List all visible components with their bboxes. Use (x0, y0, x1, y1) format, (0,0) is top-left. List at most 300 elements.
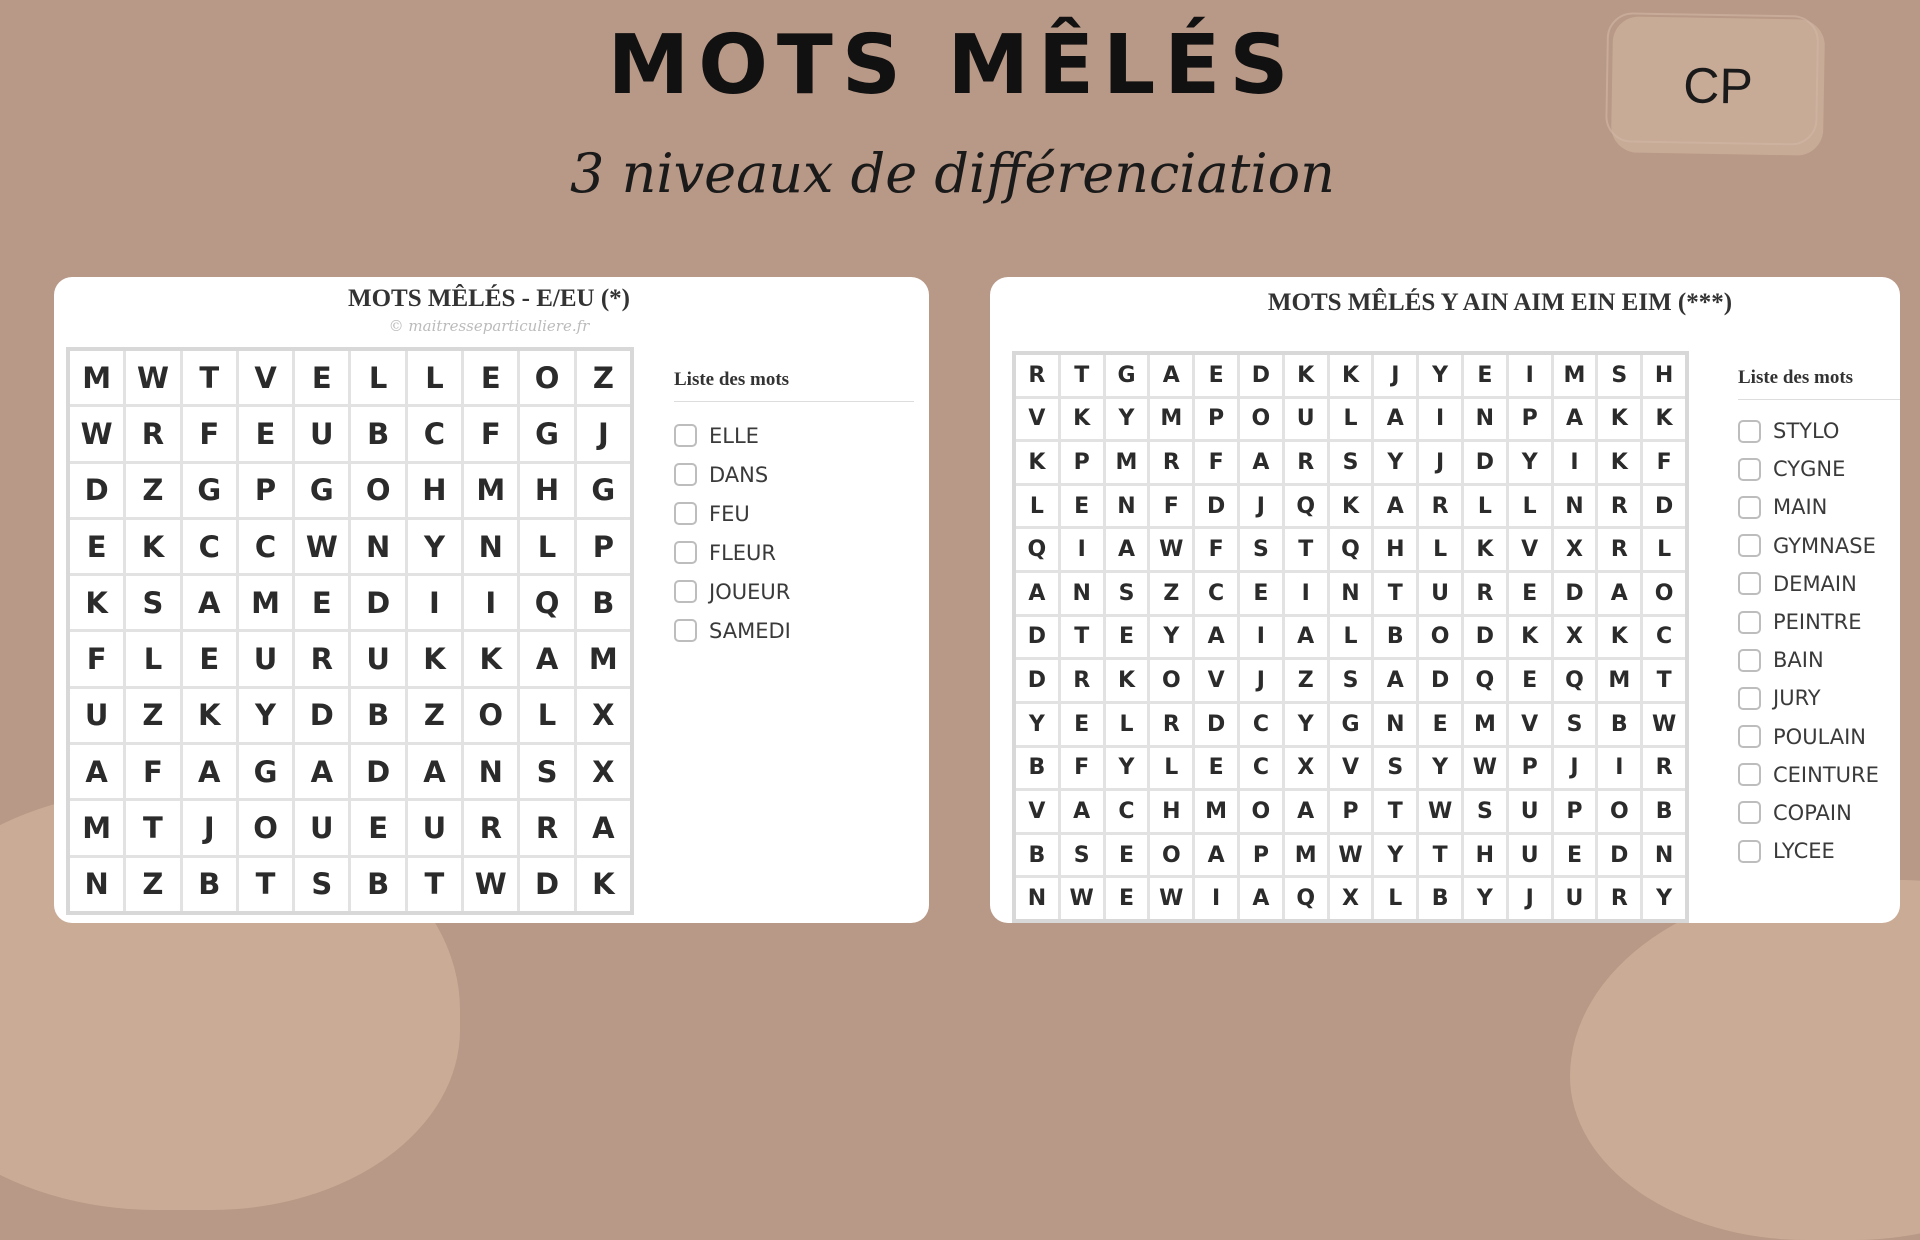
grid-cell[interactable]: U (295, 407, 348, 460)
grid-cell[interactable]: A (1195, 835, 1237, 876)
grid-cell[interactable]: A (1598, 573, 1640, 614)
grid-cell[interactable]: B (1598, 704, 1640, 745)
grid-cell[interactable]: T (1374, 573, 1416, 614)
grid-cell[interactable]: W (464, 858, 517, 911)
word-checkbox[interactable] (674, 541, 697, 564)
grid-cell[interactable]: A (183, 745, 236, 798)
grid-cell[interactable]: A (183, 576, 236, 629)
grid-cell[interactable]: E (464, 351, 517, 404)
grid-cell[interactable]: S (1464, 791, 1506, 832)
grid-cell[interactable]: D (351, 576, 404, 629)
grid-cell[interactable]: J (1419, 442, 1461, 483)
grid-cell[interactable]: N (70, 858, 123, 911)
grid-cell[interactable]: E (1061, 704, 1103, 745)
grid-cell[interactable]: X (1554, 617, 1596, 658)
grid-cell[interactable]: Q (1285, 486, 1327, 527)
grid-cell[interactable]: O (1240, 791, 1282, 832)
grid-cell[interactable]: U (295, 801, 348, 854)
grid-cell[interactable]: M (1554, 355, 1596, 396)
grid-cell[interactable]: S (1240, 529, 1282, 570)
grid-cell[interactable]: B (351, 689, 404, 742)
grid-cell[interactable]: A (577, 801, 630, 854)
grid-cell[interactable]: U (1509, 835, 1551, 876)
grid-cell[interactable]: D (1643, 486, 1685, 527)
grid-cell[interactable]: C (408, 407, 461, 460)
grid-cell[interactable]: Q (1464, 660, 1506, 701)
grid-cell[interactable]: Z (126, 464, 179, 517)
grid-cell[interactable]: K (1016, 442, 1058, 483)
grid-cell[interactable]: Z (1150, 573, 1192, 614)
grid-cell[interactable]: Y (1106, 399, 1148, 440)
grid-cell[interactable]: B (1016, 835, 1058, 876)
grid-cell[interactable]: W (70, 407, 123, 460)
grid-cell[interactable]: B (351, 858, 404, 911)
grid-cell[interactable]: N (464, 745, 517, 798)
grid-cell[interactable]: D (1419, 660, 1461, 701)
grid-cell[interactable]: K (183, 689, 236, 742)
grid-cell[interactable]: E (1419, 704, 1461, 745)
grid-cell[interactable]: E (239, 407, 292, 460)
grid-cell[interactable]: T (408, 858, 461, 911)
grid-cell[interactable]: K (1330, 486, 1372, 527)
grid-cell[interactable]: O (1643, 573, 1685, 614)
grid-cell[interactable]: F (1643, 442, 1685, 483)
grid-cell[interactable]: W (1643, 704, 1685, 745)
grid-cell[interactable]: P (1554, 791, 1596, 832)
grid-cell[interactable]: G (183, 464, 236, 517)
grid-cell[interactable]: K (1598, 442, 1640, 483)
grid-cell[interactable]: R (464, 801, 517, 854)
grid-cell[interactable]: C (183, 520, 236, 573)
grid-cell[interactable]: R (1598, 529, 1640, 570)
word-checkbox[interactable] (674, 463, 697, 486)
grid-cell[interactable]: I (1598, 748, 1640, 789)
grid-cell[interactable]: R (1016, 355, 1058, 396)
word-checkbox[interactable] (674, 580, 697, 603)
grid-cell[interactable]: L (1330, 399, 1372, 440)
grid-cell[interactable]: X (1285, 748, 1327, 789)
grid-cell[interactable]: P (1240, 835, 1282, 876)
grid-cell[interactable]: A (1195, 617, 1237, 658)
grid-cell[interactable]: C (1643, 617, 1685, 658)
grid-cell[interactable]: O (351, 464, 404, 517)
grid-cell[interactable]: D (1598, 835, 1640, 876)
grid-cell[interactable]: T (1061, 355, 1103, 396)
grid-cell[interactable]: X (1330, 878, 1372, 919)
grid-cell[interactable]: D (295, 689, 348, 742)
grid-cell[interactable]: T (239, 858, 292, 911)
grid-cell[interactable]: L (1374, 878, 1416, 919)
grid-cell[interactable]: B (1643, 791, 1685, 832)
grid-cell[interactable]: N (464, 520, 517, 573)
grid-cell[interactable]: Y (1106, 748, 1148, 789)
grid-cell[interactable]: N (351, 520, 404, 573)
grid-cell[interactable]: O (239, 801, 292, 854)
grid-cell[interactable]: Z (126, 858, 179, 911)
word-item[interactable] (1738, 641, 1900, 679)
grid-cell[interactable]: A (1016, 573, 1058, 614)
grid-cell[interactable]: O (520, 351, 573, 404)
grid-cell[interactable]: W (1150, 878, 1192, 919)
word-checkbox[interactable] (1738, 649, 1761, 672)
grid-cell[interactable]: Y (1016, 704, 1058, 745)
grid-cell[interactable]: S (520, 745, 573, 798)
grid-cell[interactable]: F (1150, 486, 1192, 527)
grid-cell[interactable]: M (1106, 442, 1148, 483)
word-item[interactable] (1738, 718, 1900, 756)
grid-cell[interactable]: C (1106, 791, 1148, 832)
grid-cell[interactable]: R (1464, 573, 1506, 614)
grid-cell[interactable]: O (1419, 617, 1461, 658)
grid-cell[interactable]: V (1330, 748, 1372, 789)
grid-cell[interactable]: Y (408, 520, 461, 573)
grid-cell[interactable]: V (1016, 399, 1058, 440)
grid-cell[interactable]: O (1150, 835, 1192, 876)
grid-cell[interactable]: E (1106, 835, 1148, 876)
word-checkbox[interactable] (1738, 420, 1761, 443)
grid-cell[interactable]: E (1106, 878, 1148, 919)
grid-cell[interactable]: U (70, 689, 123, 742)
grid-cell[interactable]: A (1150, 355, 1192, 396)
grid-cell[interactable]: L (1106, 704, 1148, 745)
grid-cell[interactable]: M (1464, 704, 1506, 745)
grid-cell[interactable]: D (1240, 355, 1282, 396)
grid-cell[interactable]: A (1374, 399, 1416, 440)
grid-cell[interactable]: V (1195, 660, 1237, 701)
grid-cell[interactable]: N (1330, 573, 1372, 614)
grid-cell[interactable]: W (1150, 529, 1192, 570)
grid-cell[interactable]: B (1419, 878, 1461, 919)
word-item[interactable] (674, 416, 914, 455)
word-checkbox[interactable] (1738, 572, 1761, 595)
grid-cell[interactable]: R (1061, 660, 1103, 701)
grid-cell[interactable]: E (183, 632, 236, 685)
grid-cell[interactable]: S (1061, 835, 1103, 876)
grid-cell[interactable]: V (1509, 704, 1551, 745)
grid-cell[interactable]: E (1195, 355, 1237, 396)
grid-cell[interactable]: D (1554, 573, 1596, 614)
grid-cell[interactable]: A (1374, 486, 1416, 527)
word-checkbox[interactable] (1738, 763, 1761, 786)
grid-cell[interactable]: K (464, 632, 517, 685)
grid-cell[interactable]: V (1509, 529, 1551, 570)
grid-cell[interactable]: I (408, 576, 461, 629)
word-checkbox[interactable] (1738, 840, 1761, 863)
grid-cell[interactable]: G (520, 407, 573, 460)
grid-cell[interactable]: S (1330, 660, 1372, 701)
grid-cell[interactable]: K (70, 576, 123, 629)
grid-cell[interactable]: K (408, 632, 461, 685)
grid-cell[interactable]: I (1509, 355, 1551, 396)
grid-cell[interactable]: A (1285, 791, 1327, 832)
grid-cell[interactable]: E (351, 801, 404, 854)
grid-cell[interactable]: D (1016, 660, 1058, 701)
grid-cell[interactable]: M (70, 351, 123, 404)
grid-cell[interactable]: Y (1509, 442, 1551, 483)
grid-cell[interactable]: M (577, 632, 630, 685)
grid-cell[interactable]: T (1061, 617, 1103, 658)
grid-cell[interactable]: N (1016, 878, 1058, 919)
grid-cell[interactable]: E (1509, 660, 1551, 701)
grid-cell[interactable]: Y (1374, 835, 1416, 876)
grid-cell[interactable]: R (1285, 442, 1327, 483)
grid-cell[interactable]: A (1374, 660, 1416, 701)
grid-cell[interactable]: F (126, 745, 179, 798)
grid-cell[interactable]: M (1150, 399, 1192, 440)
word-item[interactable] (674, 611, 914, 650)
grid-cell[interactable]: D (1464, 617, 1506, 658)
grid-cell[interactable]: D (1195, 486, 1237, 527)
grid-cell[interactable]: Y (1374, 442, 1416, 483)
grid-cell[interactable]: K (577, 858, 630, 911)
word-item[interactable] (1738, 679, 1900, 717)
grid-cell[interactable]: L (126, 632, 179, 685)
grid-cell[interactable]: K (1643, 399, 1685, 440)
grid-cell[interactable]: A (1106, 529, 1148, 570)
word-checkbox[interactable] (674, 424, 697, 447)
grid-cell[interactable]: J (1240, 486, 1282, 527)
grid-cell[interactable]: T (1285, 529, 1327, 570)
grid-cell[interactable]: I (1195, 878, 1237, 919)
grid-cell[interactable]: L (520, 689, 573, 742)
grid-cell[interactable]: E (295, 576, 348, 629)
grid-cell[interactable]: O (464, 689, 517, 742)
grid-cell[interactable]: K (1285, 355, 1327, 396)
grid-cell[interactable]: K (1598, 617, 1640, 658)
grid-cell[interactable]: T (1419, 835, 1461, 876)
word-checkbox[interactable] (1738, 725, 1761, 748)
grid-cell[interactable]: Y (239, 689, 292, 742)
grid-cell[interactable]: P (1195, 399, 1237, 440)
grid-cell[interactable]: M (1195, 791, 1237, 832)
grid-cell[interactable]: Z (577, 351, 630, 404)
grid-cell[interactable]: O (1150, 660, 1192, 701)
grid-cell[interactable]: O (1240, 399, 1282, 440)
grid-cell[interactable]: G (1330, 704, 1372, 745)
word-item[interactable] (1738, 488, 1900, 526)
grid-cell[interactable]: P (1509, 748, 1551, 789)
grid-cell[interactable]: R (126, 407, 179, 460)
grid-cell[interactable]: D (70, 464, 123, 517)
grid-cell[interactable]: K (1509, 617, 1551, 658)
grid-cell[interactable]: F (183, 407, 236, 460)
word-item[interactable] (1738, 565, 1900, 603)
grid-cell[interactable]: M (464, 464, 517, 517)
grid-cell[interactable]: C (1240, 704, 1282, 745)
grid-cell[interactable]: H (1464, 835, 1506, 876)
grid-cell[interactable]: R (1150, 442, 1192, 483)
grid-cell[interactable]: E (1106, 617, 1148, 658)
grid-cell[interactable]: W (295, 520, 348, 573)
grid-cell[interactable]: A (1240, 878, 1282, 919)
grid-cell[interactable]: B (351, 407, 404, 460)
grid-cell[interactable]: R (1643, 748, 1685, 789)
grid-cell[interactable]: Z (126, 689, 179, 742)
grid-cell[interactable]: B (1374, 617, 1416, 658)
grid-cell[interactable]: X (577, 745, 630, 798)
grid-cell[interactable]: E (295, 351, 348, 404)
grid-cell[interactable]: K (1061, 399, 1103, 440)
grid-cell[interactable]: G (1106, 355, 1148, 396)
word-checkbox[interactable] (1738, 611, 1761, 634)
grid-cell[interactable]: N (1061, 573, 1103, 614)
grid-cell[interactable]: M (1285, 835, 1327, 876)
grid-cell[interactable]: Y (1285, 704, 1327, 745)
grid-cell[interactable]: X (577, 689, 630, 742)
grid-cell[interactable]: M (239, 576, 292, 629)
grid-cell[interactable]: U (1509, 791, 1551, 832)
grid-cell[interactable]: J (1240, 660, 1282, 701)
grid-cell[interactable]: Y (1419, 748, 1461, 789)
word-checkbox[interactable] (1738, 458, 1761, 481)
grid-cell[interactable]: T (1643, 660, 1685, 701)
grid-cell[interactable]: I (1554, 442, 1596, 483)
grid-cell[interactable]: Q (1330, 529, 1372, 570)
grid-cell[interactable]: Y (1643, 878, 1685, 919)
grid-cell[interactable]: F (464, 407, 517, 460)
grid-cell[interactable]: L (1150, 748, 1192, 789)
grid-cell[interactable]: V (1016, 791, 1058, 832)
grid-cell[interactable]: B (1016, 748, 1058, 789)
grid-cell[interactable]: I (1285, 573, 1327, 614)
grid-cell[interactable]: U (1285, 399, 1327, 440)
grid-cell[interactable]: K (1598, 399, 1640, 440)
grid-cell[interactable]: E (1554, 835, 1596, 876)
word-checkbox[interactable] (674, 502, 697, 525)
grid-cell[interactable]: P (239, 464, 292, 517)
grid-cell[interactable]: K (1330, 355, 1372, 396)
grid-cell[interactable]: Q (1554, 660, 1596, 701)
grid-cell[interactable]: Z (408, 689, 461, 742)
grid-cell[interactable]: S (1554, 704, 1596, 745)
grid-cell[interactable]: D (1016, 617, 1058, 658)
grid-cell[interactable]: Q (520, 576, 573, 629)
grid-cell[interactable]: I (1240, 617, 1282, 658)
word-item[interactable] (1738, 603, 1900, 641)
grid-cell[interactable]: H (1150, 791, 1192, 832)
grid-cell[interactable]: R (295, 632, 348, 685)
grid-cell[interactable]: A (1061, 791, 1103, 832)
grid-cell[interactable]: L (1509, 486, 1551, 527)
grid-cell[interactable]: L (1419, 529, 1461, 570)
grid-cell[interactable]: C (1240, 748, 1282, 789)
grid-cell[interactable]: I (1419, 399, 1461, 440)
grid-cell[interactable]: M (1598, 660, 1640, 701)
word-item[interactable] (674, 572, 914, 611)
grid-cell[interactable]: M (70, 801, 123, 854)
grid-cell[interactable]: J (1509, 878, 1551, 919)
grid-cell[interactable]: Z (1285, 660, 1327, 701)
grid-cell[interactable]: T (183, 351, 236, 404)
grid-cell[interactable]: L (408, 351, 461, 404)
grid-cell[interactable]: S (1106, 573, 1148, 614)
grid-cell[interactable]: A (1240, 442, 1282, 483)
grid-cell[interactable]: U (1554, 878, 1596, 919)
grid-cell[interactable]: I (1061, 529, 1103, 570)
grid-cell[interactable]: E (1464, 355, 1506, 396)
word-item[interactable] (1738, 756, 1900, 794)
grid-cell[interactable]: Y (1150, 617, 1192, 658)
grid-cell[interactable]: D (351, 745, 404, 798)
word-checkbox[interactable] (674, 619, 697, 642)
grid-cell[interactable]: N (1643, 835, 1685, 876)
grid-cell[interactable]: W (126, 351, 179, 404)
grid-cell[interactable]: K (1106, 660, 1148, 701)
grid-cell[interactable]: L (1464, 486, 1506, 527)
grid-cell[interactable]: L (351, 351, 404, 404)
grid-cell[interactable]: K (1464, 529, 1506, 570)
grid-cell[interactable]: F (1061, 748, 1103, 789)
grid-cell[interactable]: E (1509, 573, 1551, 614)
grid-cell[interactable]: L (1643, 529, 1685, 570)
grid-cell[interactable]: P (577, 520, 630, 573)
grid-cell[interactable]: G (577, 464, 630, 517)
grid-cell[interactable]: J (1374, 355, 1416, 396)
word-item[interactable] (1738, 450, 1900, 488)
grid-cell[interactable]: A (1554, 399, 1596, 440)
grid-cell[interactable]: U (1419, 573, 1461, 614)
word-checkbox[interactable] (1738, 801, 1761, 824)
grid-cell[interactable]: B (577, 576, 630, 629)
grid-cell[interactable]: S (1374, 748, 1416, 789)
word-item[interactable] (1738, 794, 1900, 832)
grid-cell[interactable]: R (1598, 486, 1640, 527)
grid-cell[interactable]: G (239, 745, 292, 798)
grid-cell[interactable]: Y (1464, 878, 1506, 919)
grid-cell[interactable]: P (1061, 442, 1103, 483)
grid-cell[interactable]: N (1106, 486, 1148, 527)
grid-cell[interactable]: E (1195, 748, 1237, 789)
grid-cell[interactable]: W (1330, 835, 1372, 876)
grid-cell[interactable]: X (1554, 529, 1596, 570)
grid-cell[interactable]: H (1643, 355, 1685, 396)
grid-cell[interactable]: D (1464, 442, 1506, 483)
grid-cell[interactable]: W (1061, 878, 1103, 919)
word-checkbox[interactable] (1738, 534, 1761, 557)
grid-cell[interactable]: B (183, 858, 236, 911)
grid-cell[interactable]: U (408, 801, 461, 854)
grid-cell[interactable]: N (1464, 399, 1506, 440)
grid-cell[interactable]: N (1554, 486, 1596, 527)
grid-cell[interactable]: E (70, 520, 123, 573)
grid-cell[interactable]: T (1374, 791, 1416, 832)
word-item[interactable] (1738, 832, 1900, 870)
word-item[interactable] (674, 494, 914, 533)
grid-cell[interactable]: R (520, 801, 573, 854)
grid-cell[interactable]: S (1598, 355, 1640, 396)
grid-cell[interactable]: H (520, 464, 573, 517)
word-item[interactable] (674, 455, 914, 494)
grid-cell[interactable]: R (1150, 704, 1192, 745)
grid-cell[interactable]: K (126, 520, 179, 573)
grid-cell[interactable]: L (1016, 486, 1058, 527)
grid-cell[interactable]: I (464, 576, 517, 629)
word-checkbox[interactable] (1738, 687, 1761, 710)
grid-cell[interactable]: F (70, 632, 123, 685)
grid-cell[interactable]: Y (1419, 355, 1461, 396)
grid-cell[interactable]: F (1195, 529, 1237, 570)
grid-cell[interactable]: S (295, 858, 348, 911)
grid-cell[interactable]: A (520, 632, 573, 685)
grid-cell[interactable]: D (1195, 704, 1237, 745)
grid-cell[interactable]: F (1195, 442, 1237, 483)
grid-cell[interactable]: W (1464, 748, 1506, 789)
grid-cell[interactable]: D (520, 858, 573, 911)
grid-cell[interactable]: C (239, 520, 292, 573)
grid-cell[interactable]: R (1598, 878, 1640, 919)
word-item[interactable] (1738, 412, 1900, 450)
grid-cell[interactable]: O (1598, 791, 1640, 832)
